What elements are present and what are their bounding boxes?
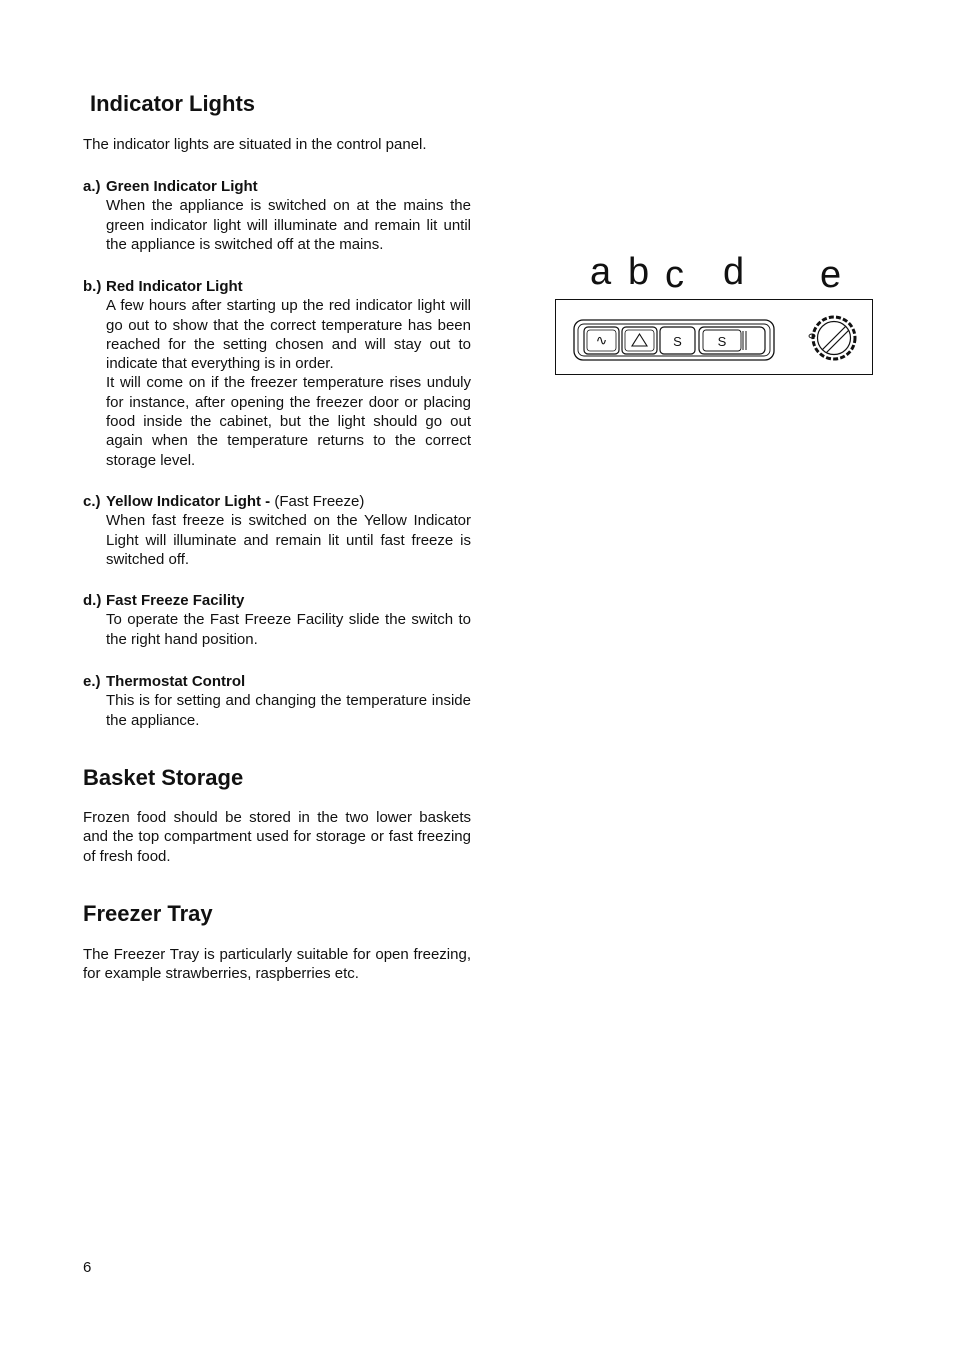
item-letter: e.) (83, 673, 101, 690)
label-d: d (723, 251, 745, 293)
item-title: Fast Freeze Facility (106, 592, 245, 609)
item-body-continued: It will come on if the freezer temperature rises unduly for instance, after opening the freezer door or placing food inside the cabinet, but the light should go out again when the temperature returns to the correct storage level. (106, 374, 471, 469)
label-a: a (590, 251, 612, 293)
s-glyph: S (673, 334, 682, 349)
item-body: When fast freeze is switched on the Yellow Indicator Light will illuminate and remain lit until fast freeze is switched off. (106, 512, 471, 568)
basket-body: Frozen food should be stored in the two lower baskets and the top compartment used for storage or fast freezing of fresh food. (83, 809, 471, 865)
item-title: Green Indicator Light (106, 178, 258, 195)
item-title: Red Indicator Light (106, 278, 243, 295)
control-panel-drawing (556, 300, 872, 374)
item-red-indicator (83, 277, 471, 470)
item-title: Thermostat Control (106, 673, 246, 690)
wave-glyph: ∿ (595, 333, 608, 349)
mains-wave-icon (584, 327, 619, 354)
item-title (106, 492, 364, 511)
control-panel-frame (555, 299, 873, 375)
label-e: e (820, 254, 842, 296)
basket-heading: Basket Storage (83, 765, 244, 790)
item-body: This is for setting and changing the temperature inside the appliance. (106, 692, 471, 729)
item-thermostat-control (83, 672, 471, 730)
item-body: A few hours after starting up the red indicator light will go out to show that the correct temperature has been reached for the setting chosen and will stay out to indicate that everything is in order. (106, 297, 471, 373)
page-number: 6 (83, 1259, 92, 1276)
item-letter: b.) (83, 278, 102, 295)
item-body: To operate the Fast Freeze Facility slide the switch to the right hand position. (106, 611, 471, 648)
indicator-heading: Indicator Lights (90, 91, 255, 116)
label-c: c (665, 254, 684, 296)
item-title-bold: Yellow Indicator Light - (106, 493, 275, 510)
item-letter: c.) (83, 493, 101, 510)
tray-body: The Freezer Tray is particularly suitable for open freezing, for example strawberries, raspberries etc. (83, 946, 471, 983)
item-body: When the appliance is switched on at the mains the green indicator light will illuminate and remain lit until the appliance is switched off at the mains. (106, 197, 471, 253)
s-glyph: S (717, 334, 727, 349)
tray-heading: Freezer Tray (83, 901, 213, 926)
thermostat-dial-icon (809, 317, 855, 359)
item-fast-freeze-facility (83, 591, 471, 649)
item-yellow-indicator (83, 492, 471, 569)
item-letter: d.) (83, 592, 102, 609)
fast-freeze-s-icon (660, 327, 695, 354)
item-green-indicator (83, 177, 471, 254)
item-title-extra: (Fast Freeze) (274, 493, 365, 510)
item-letter: a.) (83, 178, 101, 195)
warning-triangle-icon (622, 327, 657, 354)
fast-freeze-switch-s-icon (699, 327, 765, 354)
indicator-intro: The indicator lights are situated in the control panel. (83, 136, 427, 153)
label-b: b (628, 251, 650, 293)
